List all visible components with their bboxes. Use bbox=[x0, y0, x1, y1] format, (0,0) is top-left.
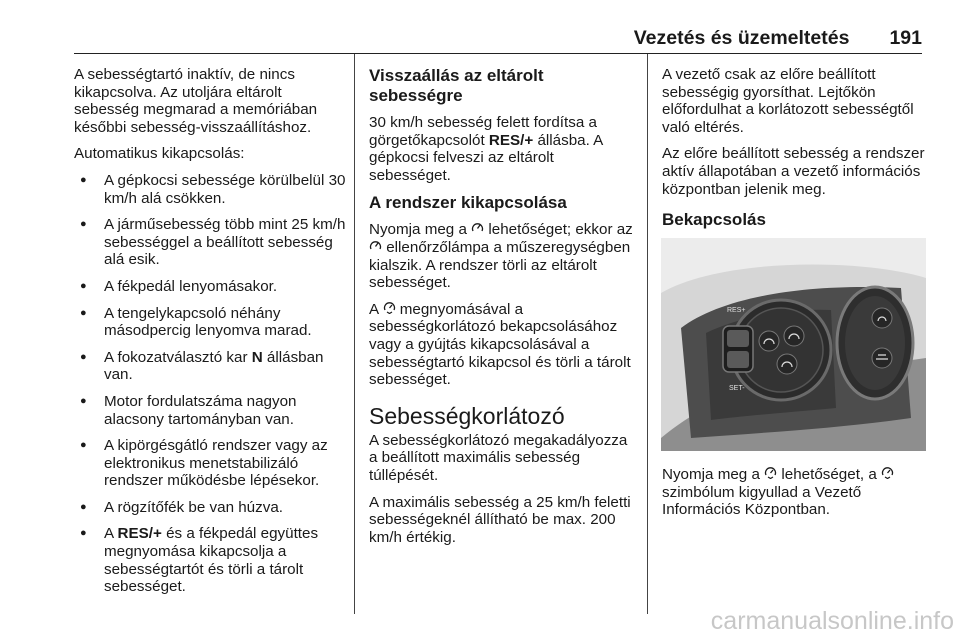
list-item bbox=[74, 349, 349, 384]
list-item: ● A gépkocsi sebessége körülbelül 30 km/h alá csökken. bbox=[74, 172, 349, 207]
heading-return-speed: Visszaállás az eltárolt sebességre bbox=[369, 66, 544, 105]
header-rule bbox=[74, 53, 922, 54]
list-item-text: és a fékpedál együttes megnyomása kikapcsolja a sebességtartót és törli a tárolt sebességet. bbox=[104, 525, 319, 596]
intro-paragraph: A sebességtartó inaktív, de nincs kikapcsolva. Az utoljára eltárolt sebesség megmarad a memóriában későbbi sebesség-visszaállításhoz. bbox=[74, 66, 318, 136]
list-item bbox=[74, 525, 349, 595]
list-item-text: A bbox=[104, 525, 118, 543]
limiter-paragraph-b: A maximális sebesség a 25 km/h feletti sebességeknél állítható be max. 200 km/h értékig. bbox=[369, 493, 631, 546]
figure-caption bbox=[662, 466, 932, 528]
column-2 bbox=[369, 66, 637, 555]
res-plus-label: RES/+ bbox=[117, 525, 162, 543]
paragraph-text: állásba. A gépkocsi felveszi az eltárolt sebességet. bbox=[369, 131, 603, 184]
auto-off-label: Automatikus kikapcsolás: bbox=[74, 145, 245, 163]
paragraph-2: Az előre beállított sebesség a rendszer aktív állapotában a vezető információs központban jelenik meg. bbox=[662, 145, 925, 198]
paragraph-text: lehetőséget; ekkor az bbox=[488, 221, 633, 239]
list-item: ● A kipörgésgátló rendszer vagy az elektronikus menetstabilizáló rendszer működésbe lépésekor. bbox=[74, 437, 349, 490]
list-item-text: állásban van. bbox=[104, 348, 324, 384]
paragraph-text: megnyomásával a sebességkorlátozó bekapcsolásához vagy a gyújtás kikapcsolásával a sebességtartó kikapcsol és törli a tárolt sebességet. bbox=[369, 300, 631, 389]
off-paragraph bbox=[369, 221, 637, 291]
res-plus-label: RES/+ bbox=[488, 131, 534, 149]
list-item: ● A járműsebesség több mint 25 km/h sebességgel a beállított sebesség alá esik. bbox=[74, 216, 349, 269]
paragraph-text: A bbox=[369, 300, 379, 318]
heading-speed-limiter: Sebességkorlátozó bbox=[369, 402, 565, 429]
page-title: Vezetés és üzemeltetés bbox=[633, 27, 850, 49]
auto-off-list bbox=[74, 172, 349, 596]
list-item: ● A tengelykapcsoló néhány másodpercig lenyomva marad. bbox=[74, 305, 349, 340]
speed-limiter-icon bbox=[764, 466, 777, 481]
cruise-control-icon bbox=[369, 239, 382, 254]
paragraph-text: ellenőrzőlámpa a műszeregységben kialszik. A rendszer törli az eltárolt sebességet. bbox=[369, 238, 631, 292]
cruise-control-icon bbox=[471, 221, 484, 236]
list-item: ● Motor fordulatszáma nagyon alacsony tartományban van. bbox=[74, 393, 349, 428]
paragraph-1: A vezető csak az előre beállított sebességig gyorsíthat. Lejtőkön előfordulhat a korlátozott sebességtől való eltérés. bbox=[662, 66, 914, 136]
page-header bbox=[634, 27, 922, 51]
page-number: 191 bbox=[889, 27, 922, 49]
column-divider-2 bbox=[647, 54, 648, 614]
caption-paragraph bbox=[662, 466, 932, 519]
limiter-paragraph-a: A sebességkorlátozó megakadályozza a beállított maximális sebesség túllépését. bbox=[369, 431, 628, 484]
watermark: carmanualsonline.info bbox=[710, 607, 954, 635]
return-paragraph bbox=[369, 114, 637, 184]
res-plus-text: RES+ bbox=[727, 307, 746, 314]
set-minus-text: SET- bbox=[729, 385, 745, 392]
gear-n-label: N bbox=[251, 348, 263, 366]
paragraph-text: Nyomja meg a bbox=[369, 221, 467, 239]
list-item-text: A fokozatválasztó kar bbox=[104, 348, 252, 366]
list-item: ● A fékpedál lenyomásakor. bbox=[74, 278, 349, 296]
paragraph-text: szimbólum kigyullad a Vezető Információs Központban. bbox=[662, 483, 862, 519]
list-item: ● A rögzítőfék be van húzva. bbox=[74, 499, 349, 517]
column-1 bbox=[74, 66, 349, 605]
steering-wheel-image bbox=[661, 238, 926, 451]
speed-limiter-icon bbox=[383, 301, 396, 316]
heading-switch-on: Bekapcsolás bbox=[662, 210, 766, 230]
limiter-switch-paragraph bbox=[369, 301, 637, 389]
column-divider-1 bbox=[354, 54, 355, 614]
column-3 bbox=[662, 66, 932, 238]
speed-limiter-icon bbox=[881, 466, 894, 481]
steering-wheel-illustration bbox=[661, 238, 926, 451]
paragraph-text: lehetőséget, a bbox=[781, 466, 877, 483]
heading-system-off: A rendszer kikapcsolása bbox=[369, 193, 567, 213]
paragraph-text: 30 km/h sebesség felett fordítsa a görgetőkapcsolót bbox=[369, 114, 597, 149]
paragraph-text: Nyomja meg a bbox=[662, 466, 760, 483]
